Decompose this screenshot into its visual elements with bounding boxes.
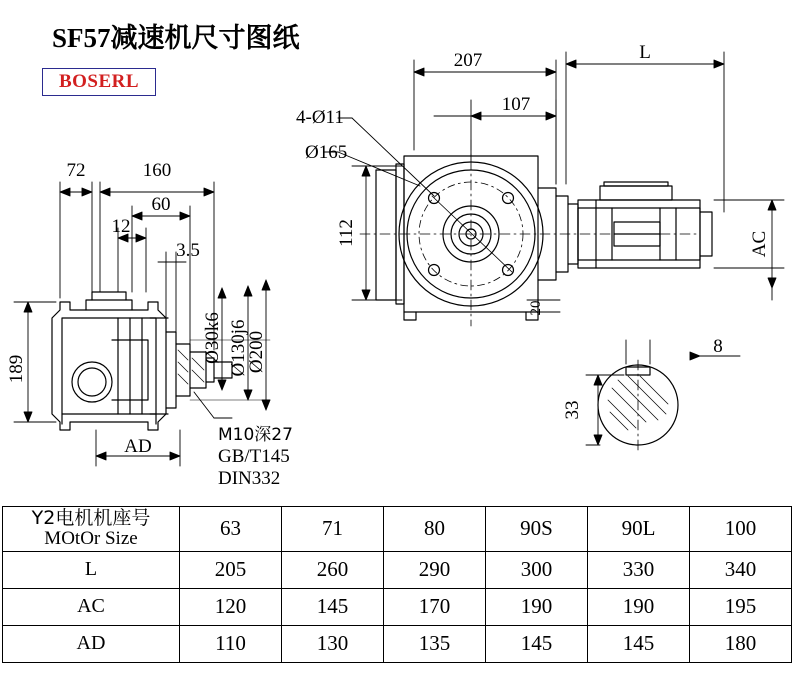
cell-motor-size-4: 90L [588,507,690,552]
cell-AD-1: 130 [282,625,384,662]
table-row-AC [3,588,792,625]
cell-AD-5: 180 [690,625,792,662]
rowheader-motor-size [3,507,180,552]
label-d165: Ø165 [305,142,348,163]
rowheader-motor-size-cn: Y2电机机座号 [31,507,151,529]
label-60: 60 [151,194,171,215]
cell-AC-1: 145 [282,588,384,625]
cell-AC-2: 170 [384,588,486,625]
label-3p5: 3.5 [176,240,200,261]
label-20: 20 [528,300,544,316]
note-thread: M10深27 [218,425,293,445]
cell-motor-size-2: 80 [384,507,486,552]
cell-motor-size-5: 100 [690,507,792,552]
label-L: L [639,42,651,63]
label-4-holes: 4-Ø11 [296,107,344,128]
note-standard-din: DIN332 [218,468,281,489]
brand-logo-text: BOSERL [58,71,140,92]
label-107: 107 [501,94,531,115]
rowheader-motor-size-en: MOtOr Size [44,527,138,549]
label-d200: Ø200 [246,330,267,374]
cell-motor-size-3: 90S [486,507,588,552]
cell-AC-3: 190 [486,588,588,625]
rowheader-AD: AD [3,625,180,662]
page-title: SF57减速机尺寸图纸 [52,23,300,53]
table-row-L [3,551,792,588]
specification-table [2,506,792,663]
cell-AC-0: 120 [180,588,282,625]
label-12: 12 [111,216,131,237]
label-207: 207 [453,50,483,71]
label-AC: AC [749,230,770,258]
top-dimensions [414,52,724,212]
table-row-motor-size [3,507,792,552]
cell-L-4: 330 [588,551,690,588]
cell-motor-size-0: 63 [180,507,282,552]
label-8: 8 [713,336,723,357]
cell-AC-4: 190 [588,588,690,625]
label-72: 72 [66,160,86,181]
main-left-dimensions [352,166,560,312]
label-d130j6: Ø130j6 [228,319,249,377]
cell-AD-3: 145 [486,625,588,662]
rowheader-AC: AC [3,588,180,625]
cell-AD-4: 145 [588,625,690,662]
cell-L-1: 260 [282,551,384,588]
label-160: 160 [142,160,172,181]
cell-AC-5: 195 [690,588,792,625]
cell-AD-2: 135 [384,625,486,662]
label-33: 33 [562,400,583,420]
cell-L-0: 205 [180,551,282,588]
cell-L-5: 340 [690,551,792,588]
label-189: 189 [6,354,27,384]
cell-AD-0: 110 [180,625,282,662]
label-112: 112 [336,219,357,247]
label-d30k6: Ø30k6 [202,312,223,364]
cell-L-2: 290 [384,551,486,588]
table-row-AD [3,625,792,662]
note-standard-gb: GB/T145 [218,446,290,467]
rowheader-L: L [3,551,180,588]
main-assembly-view [324,118,712,326]
cell-motor-size-1: 71 [282,507,384,552]
label-AD: AD [124,436,152,457]
cell-L-3: 300 [486,551,588,588]
